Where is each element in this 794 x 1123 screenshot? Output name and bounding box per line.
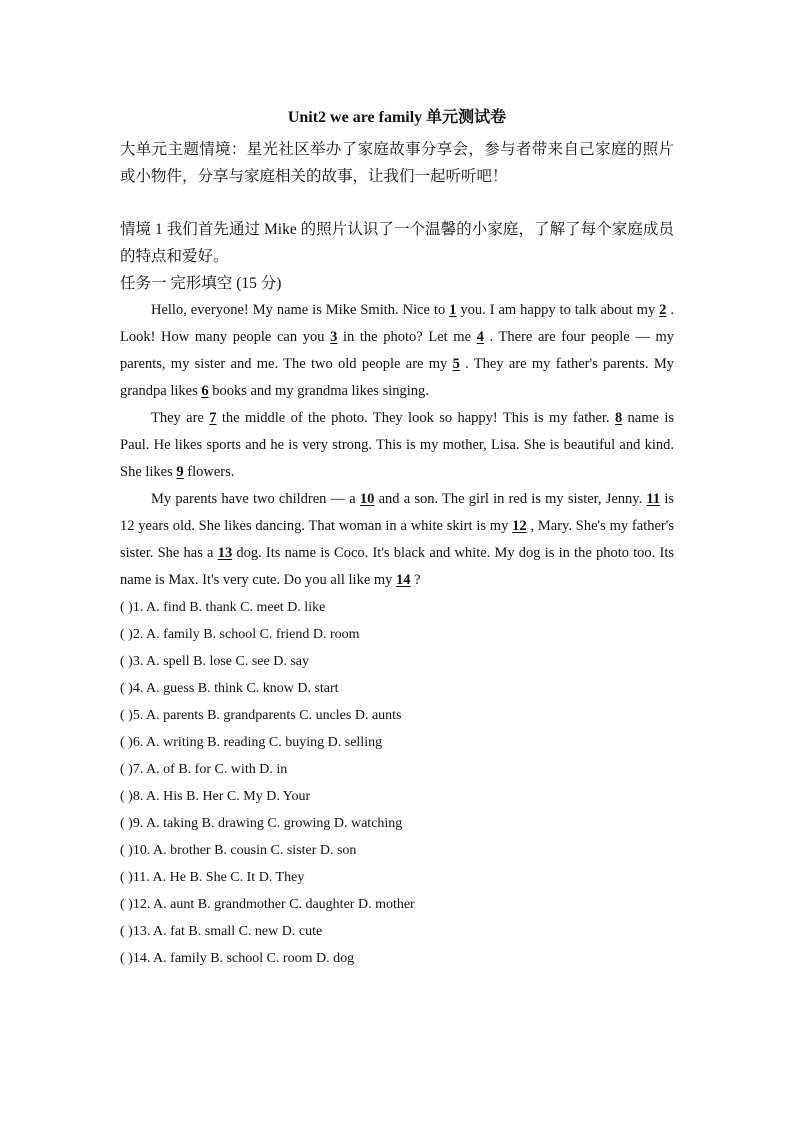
blank-14: 14 bbox=[396, 572, 411, 588]
question-option-7: ( )7. A. of B. for C. with D. in bbox=[120, 762, 288, 777]
blank-10: 10 bbox=[359, 491, 375, 507]
blank-2: 2 bbox=[659, 302, 667, 318]
question-option-5: ( )5. A. parents B. grandparents C. uncles D. aunts bbox=[120, 708, 402, 723]
theme-intro: 大单元主题情境：星光社区举办了家庭故事分享会，参与者带来自己家庭的照片或小物件，分享与家庭相关的故事，让我们一起听听吧！ bbox=[120, 141, 674, 185]
question-option-8: ( )8. A. His B. Her C. My D. Your bbox=[120, 789, 311, 804]
blank-6: 6 bbox=[201, 383, 209, 399]
question-option-6: ( )6. A. writing B. reading C. buying D. selling bbox=[120, 735, 383, 750]
page-title: Unit2 we are family 单元测试卷 bbox=[287, 109, 507, 126]
scene-description: 情境 1 我们首先通过 Mike 的照片认识了一个温馨的小家庭，了解了每个家庭成员的特点和爱好。 bbox=[120, 221, 674, 265]
blank-7: 7 bbox=[209, 410, 217, 426]
blank-3: 3 bbox=[330, 329, 338, 345]
answer-options-list bbox=[120, 594, 674, 972]
worksheet-page bbox=[120, 106, 674, 972]
blank-4: 4 bbox=[476, 329, 484, 345]
blank-11: 11 bbox=[646, 491, 661, 507]
question-option-12: ( )12. A. aunt B. grandmother C. daughter D. mother bbox=[120, 897, 415, 912]
question-option-9: ( )9. A. taking B. drawing C. growing D. watching bbox=[120, 816, 403, 831]
question-option-14: ( )14. A. family B. school C. room D. dog bbox=[120, 951, 355, 966]
passage-paragraph-2: They are 7 the middle of the photo. They look so happy! This is my father. 8 name is Paul. He likes sports and he is very strong. This is my mother, Lisa. She is beautiful and kind. She likes 9 flowers. bbox=[120, 410, 675, 480]
blank-12: 12 bbox=[512, 518, 527, 534]
blank-8: 8 bbox=[614, 410, 623, 426]
question-option-2: ( )2. A. family B. school C. friend D. room bbox=[120, 627, 360, 642]
passage-paragraph-1: Hello, everyone! My name is Mike Smith. Nice to 1 you. I am happy to talk about my 2 . Look! How many people can you 3 in the photo? Let me 4 . There are four people — my parents, my sister and me. The two old people are my 5 . They are my father's parents. My grandpa likes 6 books and my grandma likes singing. bbox=[120, 302, 674, 399]
passage-paragraph-3: My parents have two children — a 10 and a son. The girl in red is my sister, Jenny. 11 is 12 years old. She likes dancing. That woman in a white skirt is my 12 , Mary. She's my father's sister. She has a 13 dog. Its name is Coco. It's black and white. My dog is in the photo too. Its name is Max. It's very cute. Do you all like my 14 ? bbox=[120, 491, 674, 588]
blank-1: 1 bbox=[449, 302, 457, 318]
question-option-11: ( )11. A. He B. She C. It D. They bbox=[120, 870, 305, 885]
blank-5: 5 bbox=[452, 356, 460, 372]
question-option-3: ( )3. A. spell B. lose C. see D. say bbox=[120, 654, 309, 669]
question-option-13: ( )13. A. fat B. small C. new D. cute bbox=[120, 924, 323, 939]
blank-13: 13 bbox=[217, 545, 233, 561]
blank-9: 9 bbox=[176, 464, 184, 480]
question-option-4: ( )4. A. guess B. think C. know D. start bbox=[120, 681, 339, 696]
question-option-10: ( )10. A. brother B. cousin C. sister D. son bbox=[120, 843, 357, 858]
question-option-1: ( )1. A. find B. thank C. meet D. like bbox=[120, 600, 326, 615]
task-heading: 任务一 完形填空 (15 分) bbox=[120, 275, 282, 292]
